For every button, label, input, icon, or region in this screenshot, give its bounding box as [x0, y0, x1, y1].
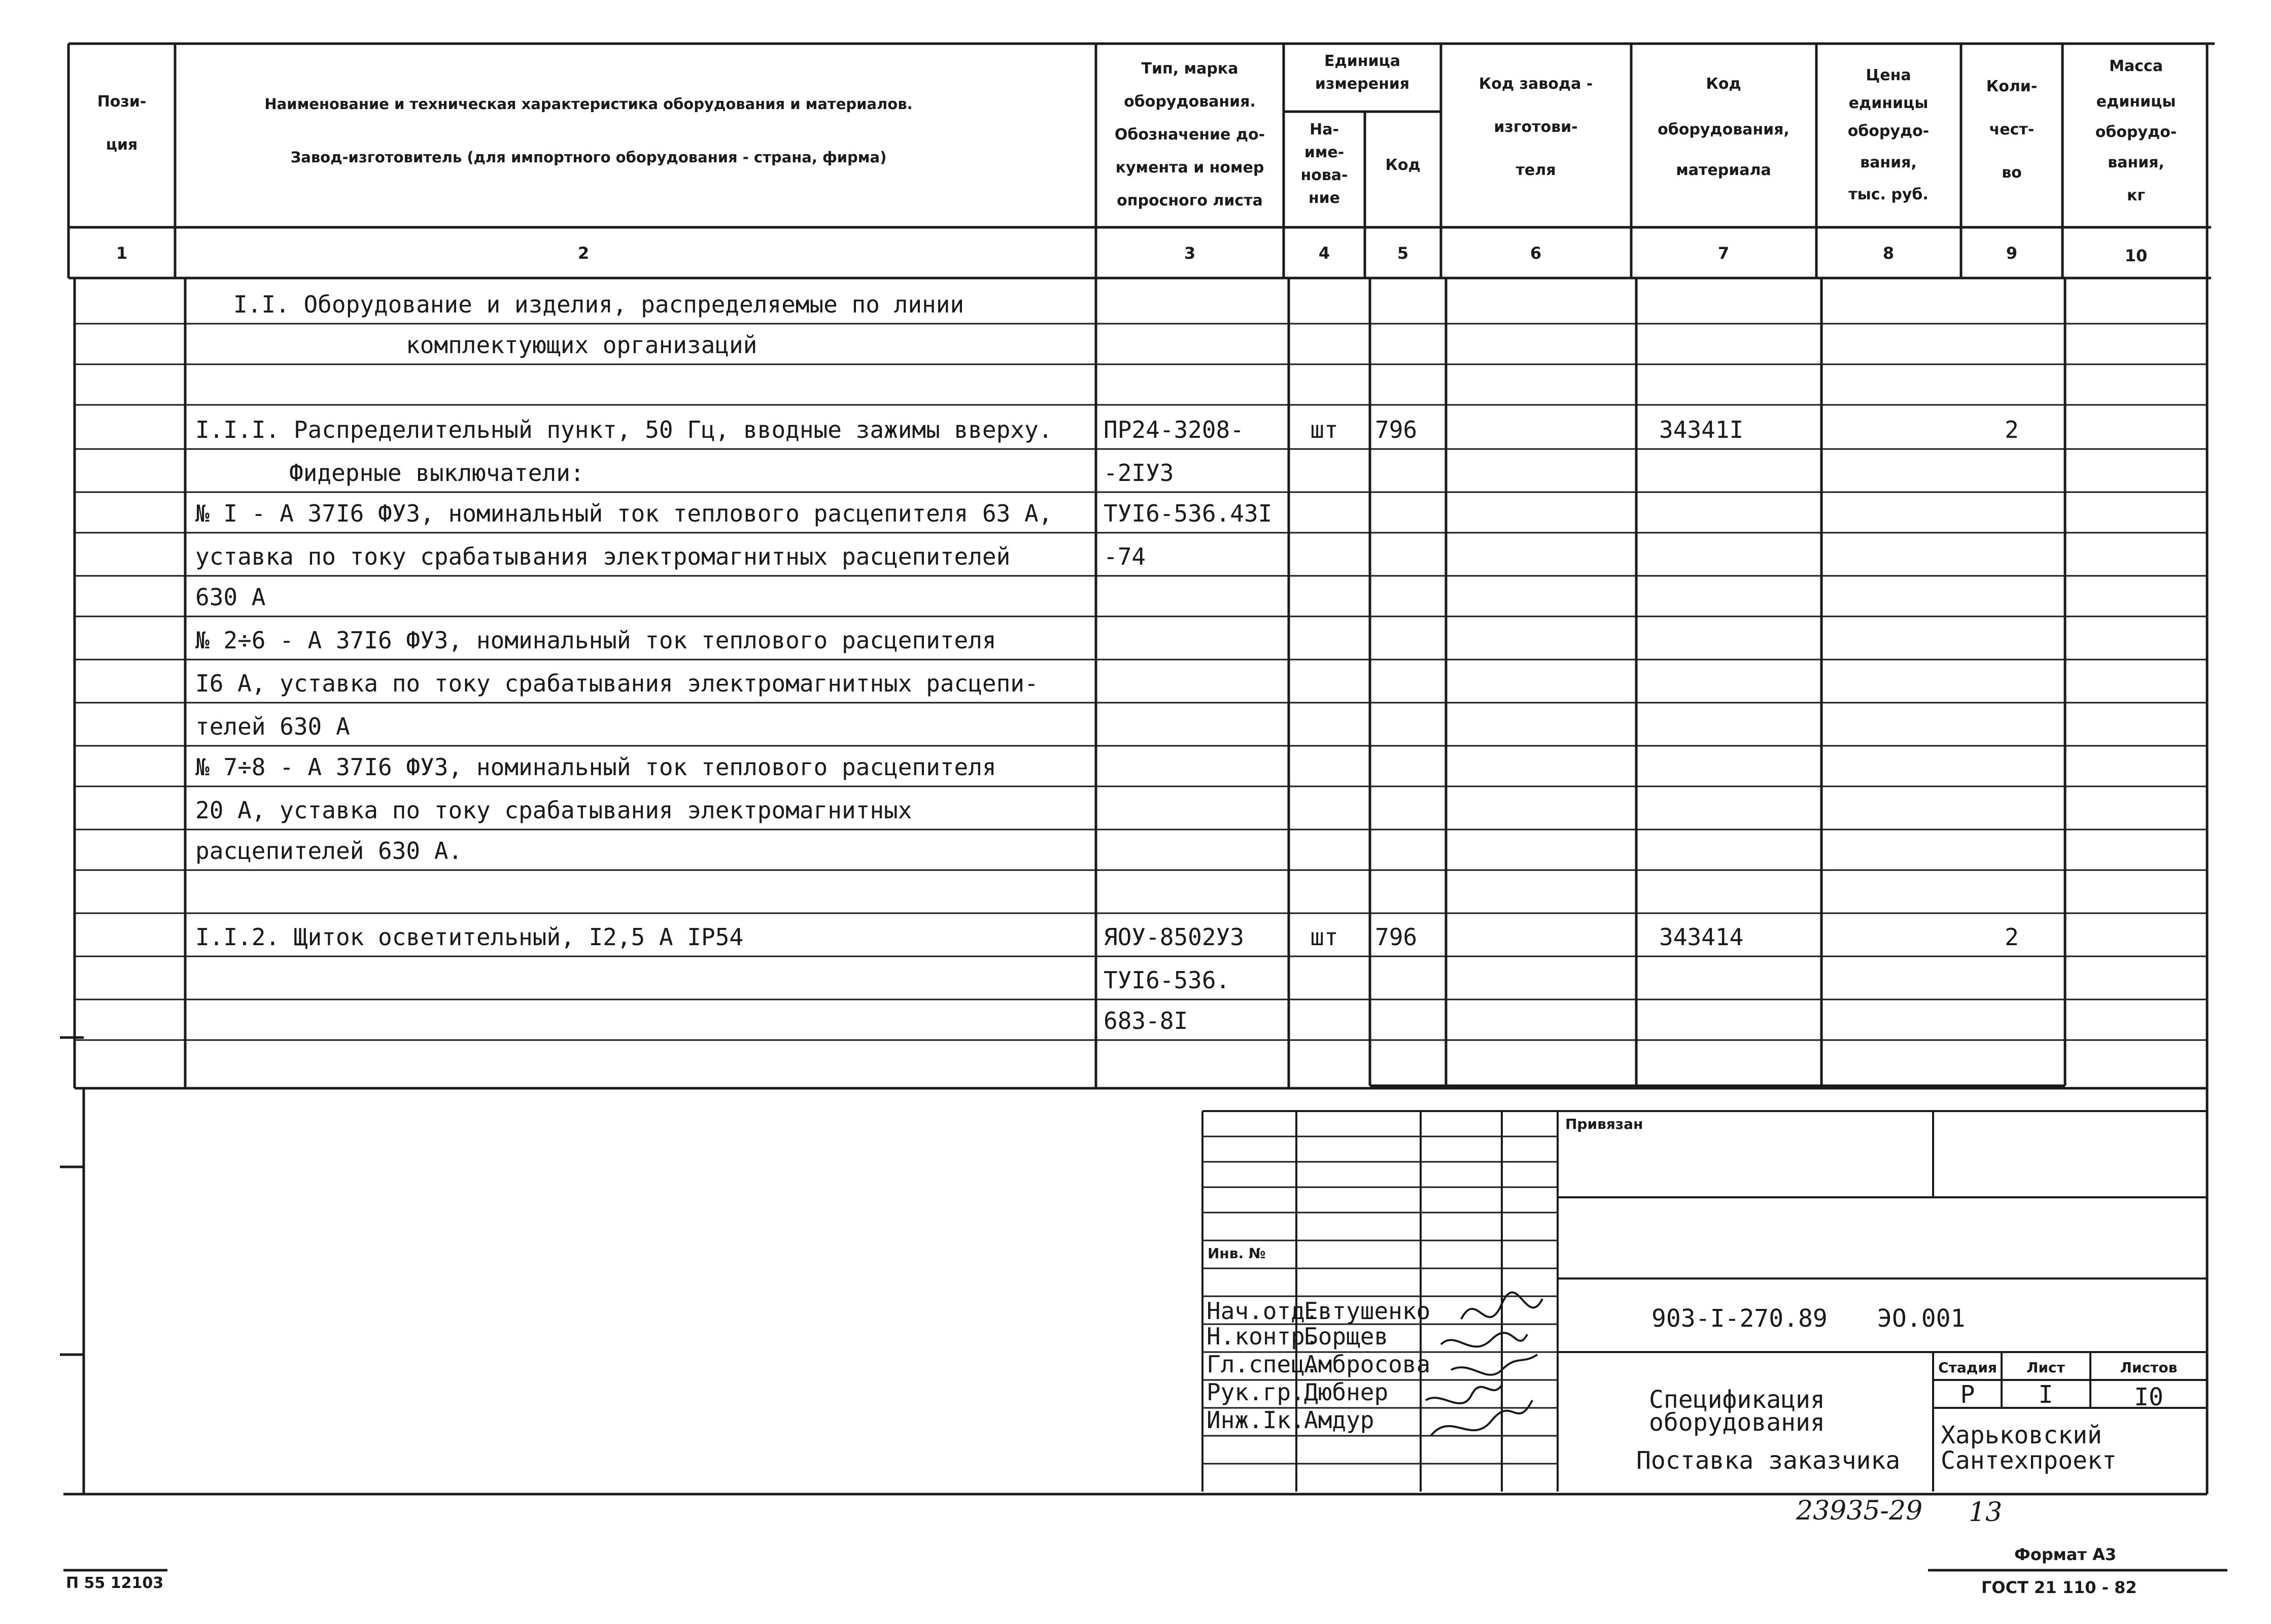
row-4-type: -2IУ3: [1104, 459, 1174, 487]
row-7-name: 630 А: [195, 583, 266, 611]
row-1-name: комплектующих организаций: [406, 331, 758, 359]
footer-format: Формат А3: [2014, 1545, 2117, 1564]
stamp-sheet-label: Лист: [2026, 1359, 2065, 1376]
header-col9-line3: во: [2002, 164, 2022, 182]
header-col6-line1: Код завода -: [1478, 75, 1593, 93]
header-col2-line2: Завод-изготовитель (для импортного оборудования - страна, фирма): [290, 149, 887, 166]
header-col3-line2: оборудования.: [1124, 93, 1256, 111]
col-number-2: 2: [577, 244, 590, 263]
row-6-name: уставка по току срабатывания электромагнитных расцепителей: [195, 543, 1011, 570]
stamp-doc-suffix: ЭО.001: [1877, 1304, 1966, 1333]
row-8-name: № 2÷6 - А 37I6 ФУЗ, номинальный ток теплового расцепителя: [195, 627, 996, 654]
footer-left-code: П 55 12103: [66, 1574, 164, 1592]
col-number-7: 7: [1717, 244, 1730, 263]
header-col6-line3: теля: [1516, 161, 1556, 179]
row-3-unit: шт: [1310, 416, 1338, 443]
stamp-name-1: Борщев: [1304, 1323, 1389, 1350]
row-5-name: № I - А 37I6 ФУЗ, номинальный ток теплового расцепителя 63 А,: [195, 500, 1053, 527]
header-col8-line4: вания,: [1860, 154, 1917, 171]
header-col8-line5: тыс. руб.: [1848, 186, 1929, 203]
stamp-sheets-value: I0: [2134, 1383, 2163, 1411]
row-11-name: № 7÷8 - А 37I6 ФУЗ, номинальный ток теплового расцепителя: [195, 753, 996, 781]
stamp-role-3: Рук.гр.: [1207, 1378, 1305, 1406]
stamp-doc-code: 903-I-270.89: [1651, 1304, 1828, 1333]
stamp-sheet-value: I: [2038, 1380, 2053, 1409]
header-col3-line4: кумента и номер: [1115, 159, 1264, 177]
row-15-equip-code: 343414: [1659, 923, 1744, 951]
stamp-org-line2: Сантехпроект: [1941, 1446, 2117, 1475]
row-3-type: ПР24-3208-: [1104, 416, 1244, 443]
stamp-role-0: Нач.отд.: [1207, 1297, 1319, 1325]
stamp-title-line1: Спецификация: [1649, 1386, 1825, 1414]
row-3-code: 796: [1375, 416, 1418, 443]
col-number-9: 9: [2006, 244, 2018, 263]
header-col1-line2: ция: [106, 136, 138, 154]
header-col8-line3: оборудо-: [1847, 122, 1930, 140]
stamp-sheets-label: Листов: [2120, 1359, 2178, 1376]
row-15-name: I.I.2. Щиток осветительный, I2,5 А IP54: [195, 923, 744, 951]
col-number-3: 3: [1184, 244, 1196, 263]
row-12-name: 20 А, уставка по току срабатывания электромагнитных: [195, 797, 912, 824]
row-5-type: ТУI6-536.43I: [1104, 500, 1272, 527]
header-col2-line1: Наименование и техническая характеристика оборудования и материалов.: [264, 95, 913, 113]
stamp-role-1: Н.контр.: [1207, 1323, 1319, 1350]
header-unit-line1: Единица: [1324, 52, 1400, 70]
col-number-8: 8: [1882, 244, 1895, 263]
row-4-name: Фидерные выключатели:: [289, 459, 584, 487]
stamp-stage-label: Стадия: [1938, 1359, 1997, 1376]
header-col10-line2: единицы: [2096, 93, 2176, 111]
header-col5: Код: [1385, 156, 1421, 174]
header-col7-line2: оборудования,: [1658, 121, 1790, 139]
stamp-org-line1: Харьковский: [1941, 1421, 2102, 1449]
col-number-5: 5: [1397, 244, 1409, 263]
header-unit-line2: измерения: [1315, 75, 1410, 93]
footer-gost: ГОСТ 21 110 - 82: [1981, 1578, 2137, 1597]
header-col3-line1: Тип, марка: [1141, 60, 1238, 78]
stamp-name-2: Амбросова: [1304, 1351, 1431, 1378]
header-col7-line3: материала: [1676, 161, 1771, 179]
header-col1-line1: Пози-: [97, 93, 147, 111]
header-col9-line1: Коли-: [1986, 78, 2038, 95]
row-16-type: ТУI6-536.: [1104, 966, 1230, 994]
stamp-role-4: Инж.Iк.: [1207, 1406, 1305, 1434]
header-col7-line1: Код: [1706, 75, 1741, 93]
header-col4-line2: име-: [1304, 144, 1345, 161]
header-col4-line4: ние: [1308, 189, 1340, 207]
header-col9-line2: чест-: [1989, 121, 2035, 139]
row-3-equip-code: 34341I: [1659, 416, 1744, 443]
col-number-1: 1: [116, 244, 128, 263]
stamp-role-2: Гл.спец.: [1207, 1351, 1319, 1378]
stamp-title-line2: оборудования: [1649, 1408, 1825, 1437]
header-col3-line5: опросного листа: [1117, 192, 1263, 210]
row-0-name: I.I. Оборудование и изделия, распределяемые по линии: [233, 291, 965, 318]
row-15-code: 796: [1375, 923, 1418, 951]
footer-handwritten-page: 13: [1969, 1497, 2003, 1528]
row-3-name: I.I.I. Распределительный пункт, 50 Гц, вводные зажимы вверху.: [195, 416, 1053, 443]
stamp-name-0: Евтушенко: [1304, 1297, 1431, 1325]
stamp-name-4: Амдур: [1304, 1406, 1374, 1434]
stamp-inv-no: Инв. №: [1208, 1245, 1266, 1262]
stamp-subtitle: Поставка заказчика: [1636, 1446, 1901, 1475]
header-col6-line2: изготови-: [1494, 118, 1578, 136]
row-15-qty: 2: [2005, 923, 2019, 951]
footer-handwritten-number: 23935-29: [1796, 1496, 1923, 1526]
header-col10-line1: Масса: [2109, 57, 2163, 75]
header-col10-line5: кг: [2126, 187, 2146, 204]
header-col8-line1: Цена: [1866, 66, 1911, 84]
header-col10-line4: вания,: [2108, 154, 2164, 171]
header-col8-line2: единицы: [1848, 94, 1929, 112]
row-15-type: ЯОУ-8502У3: [1104, 923, 1244, 951]
row-6-type: -74: [1104, 543, 1146, 570]
header-col4-line3: нова-: [1300, 166, 1348, 184]
row-9-name: I6 А, уставка по току срабатывания электромагнитных расцепи-: [195, 670, 1039, 697]
row-10-name: телей 630 А: [195, 713, 350, 740]
stamp-privyazan: Привязан: [1565, 1116, 1643, 1132]
row-15-unit: шт: [1310, 923, 1338, 951]
header-col3-line3: Обозначение до-: [1114, 126, 1265, 144]
header-col4-line1: На-: [1310, 121, 1339, 139]
stamp-name-3: Дюбнер: [1304, 1378, 1389, 1406]
col-number-10: 10: [2124, 246, 2148, 265]
col-number-6: 6: [1530, 244, 1542, 263]
row-13-name: расцепителей 630 А.: [195, 837, 463, 865]
row-3-qty: 2: [2005, 416, 2019, 443]
stamp-stage-value: Р: [1960, 1380, 1975, 1409]
header-col10-line3: оборудо-: [2095, 123, 2177, 141]
row-17-type: 683-8I: [1104, 1007, 1188, 1034]
col-number-4: 4: [1318, 244, 1330, 263]
